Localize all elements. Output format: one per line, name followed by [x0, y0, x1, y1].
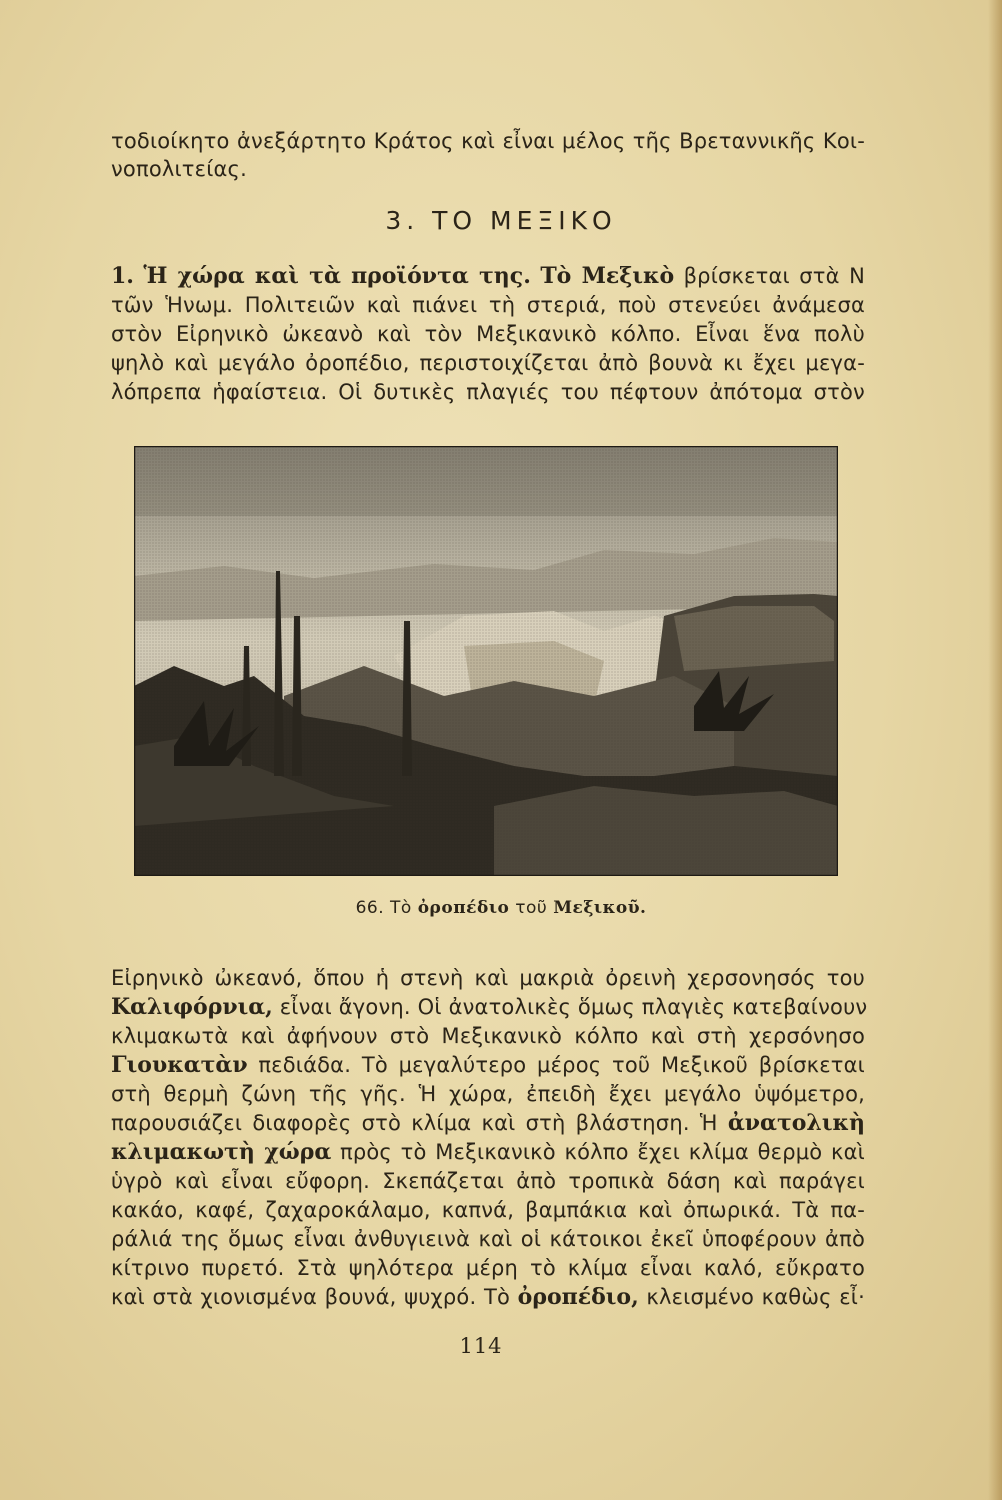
bold-term: ὀροπέδιο,: [517, 1284, 639, 1310]
caption-bold-term: Μεξικοῦ.: [553, 898, 647, 918]
text-line: [111, 1139, 865, 1165]
text-line: [111, 1052, 865, 1078]
text-line: [111, 994, 868, 1020]
text-fragment: παρουσιάζει διαφορὲς στὸ κλίμα καὶ στὴ βλάστηση. Ἡ: [111, 1111, 718, 1135]
bold-term: ἀνατολικὴ: [727, 1110, 865, 1136]
text-line: κλιμακωτὰ καὶ ἀφήνουν στὸ Μεξικανικὸ κόλπο καὶ στὴ χερσόνησο: [111, 1024, 865, 1048]
caption-text: Τὸ: [390, 898, 412, 918]
figure-caption: [0, 898, 1002, 918]
text-line: λόπρεπα ἡφαίστεια. Οἱ δυτικὲς πλαγιές του πέφτουν ἀπότομα στὸν: [111, 380, 865, 404]
caption-text: τοῦ: [515, 898, 548, 918]
plateau-engraving-image: [134, 446, 838, 876]
text-line: ράλιά της ὅμως εἶναι ἀνθυγιεινὰ καὶ οἱ κάτοικοι ἐκεῖ ὑποφέρουν ἀπὸ: [111, 1227, 865, 1251]
bold-term: κλιμακωτὴ χώρα: [111, 1139, 332, 1165]
place-name-california: Καλιφόρνια,: [111, 994, 273, 1020]
subsection-first-line: [111, 263, 865, 289]
text-fragment: εἶναι ἄγονη. Οἱ ἀνατολικὲς ὅμως πλαγιὲς κατεβαίνουν: [279, 995, 868, 1019]
text-line: τῶν Ἡνωμ. Πολιτειῶν καὶ πιάνει τὴ στεριά, ποὺ στενεύει ἀνάμεσα: [111, 293, 865, 317]
text-line: [111, 1284, 865, 1310]
place-name-yucatan: Γιουκατὰν: [111, 1052, 248, 1078]
lead-term: Τὸ Μεξικὸ: [540, 263, 675, 289]
section-heading: 3. ΤΟ ΜΕΞΙΚΟ: [385, 206, 617, 235]
text-fragment: κλεισμένο καθὼς εἶ·: [646, 1285, 865, 1309]
text-line: ὑγρὸ καὶ εἶναι εὔφορη. Σκεπάζεται ἀπὸ τροπικὰ δάση καὶ παράγει: [111, 1169, 865, 1193]
text-line: ψηλὸ καὶ μεγάλο ὀροπέδιο, περιστοιχίζεται ἀπὸ βουνὰ κι ἔχει μεγα-: [111, 351, 865, 375]
text-fragment: καὶ στὰ χιονισμένα βουνά, ψυχρό. Τὸ: [111, 1285, 511, 1309]
text-line: νοπολιτείας.: [111, 157, 247, 181]
text-fragment: πεδιάδα. Τὸ μεγαλύτερο μέρος τοῦ Μεξικοῦ βρίσκεται: [258, 1053, 865, 1077]
figure-number: 66.: [355, 898, 385, 918]
text-line: Εἰρηνικὸ ὠκεανό, ὅπου ἡ στενὴ καὶ μακριὰ ὀρεινὴ χερσονησός του: [111, 966, 865, 990]
text-line: στὴ θερμὴ ζώνη τῆς γῆς. Ἡ χώρα, ἐπειδὴ ἔχει μεγάλο ὑψόμετρο,: [111, 1082, 865, 1106]
text-fragment: πρὸς τὸ Μεξικανικὸ κόλπο ἔχει κλίμα θερμὸ καὶ: [340, 1140, 865, 1164]
text-fragment: βρίσκεται στὰ Ν: [683, 264, 865, 288]
subsection-title: Ἡ χώρα καὶ τὰ προϊόντα της.: [143, 263, 531, 289]
text-line: τοδιοίκητο ἀνεξάρτητο Κράτος καὶ εἶναι μέλος τῆς Βρεταννικῆς Κοι-: [111, 129, 865, 153]
text-line: κακάο, καφέ, ζαχαροκάλαμο, καπνά, βαμπάκια καὶ ὀπωρικά. Τὰ πα-: [111, 1198, 865, 1222]
subsection-number: 1.: [111, 263, 134, 289]
text-line: κίτρινο πυρετό. Στὰ ψηλότερα μέρη τὸ κλίμα εἶναι καλό, εὔκρατο: [111, 1256, 865, 1280]
caption-bold-term: ὀροπέδιο: [417, 898, 510, 918]
page-number: 114: [459, 1334, 503, 1358]
text-line: [111, 1110, 865, 1136]
text-line: στὸν Εἰρηνικὸ ὠκεανὸ καὶ τὸν Μεξικανικὸ κόλπο. Εἶναι ἕνα πολὺ: [111, 322, 865, 346]
